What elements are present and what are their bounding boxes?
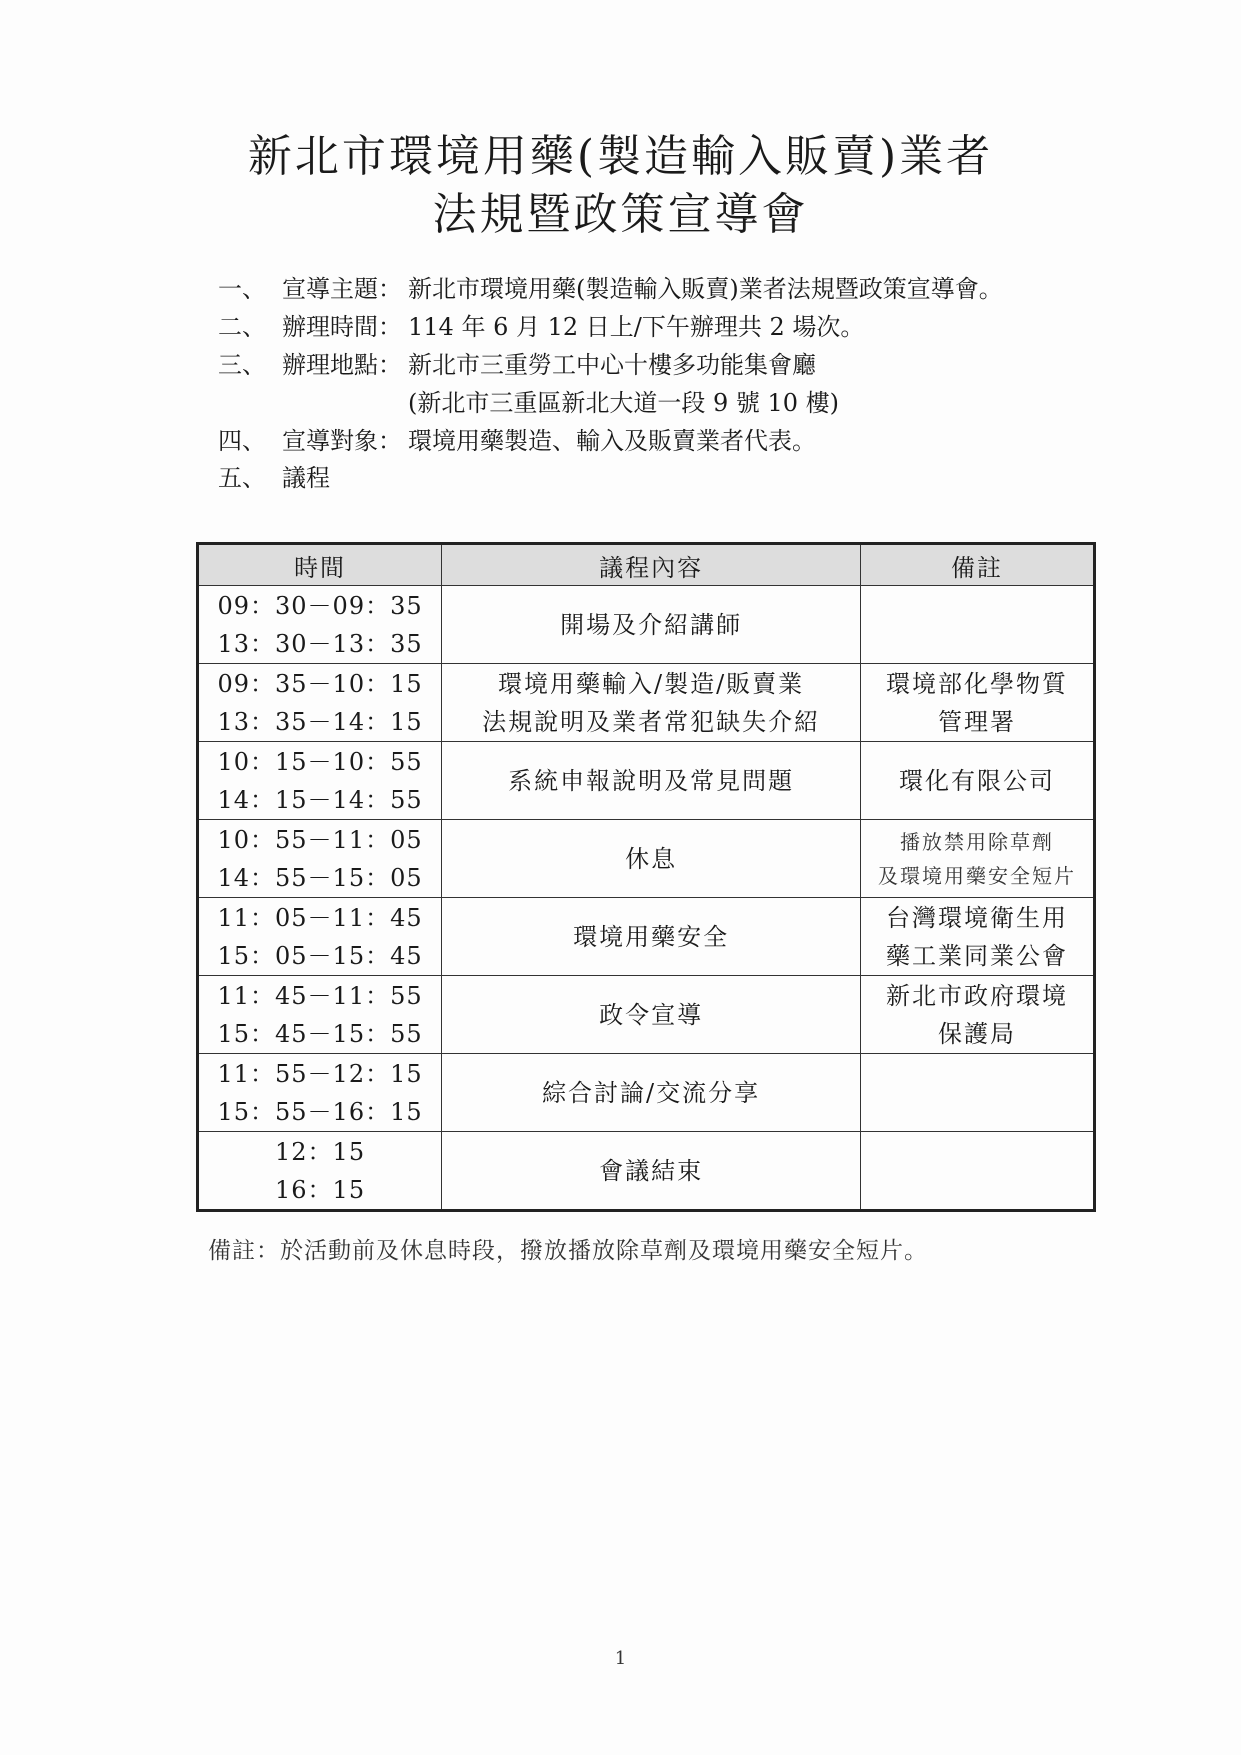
item-value [408, 346, 1118, 422]
content-cell: 會議結束 [442, 1132, 861, 1211]
footnote-remark: 備註：於活動前及休息時段，撥放播放除草劑及環境用藥安全短片。 [208, 1238, 928, 1264]
item-value: 環境用藥製造、輸入及販賣業者代表。 [408, 427, 816, 455]
info-item-time [218, 308, 1118, 346]
info-item-audience [218, 422, 1118, 460]
time-cell: 12：15 16：15 [198, 1132, 442, 1211]
item-number: 二、 [218, 313, 266, 341]
table-header-row [198, 544, 1095, 586]
item-label: 宣導主題： [282, 275, 402, 303]
content-cell: 政令宣導 [442, 976, 861, 1054]
header-time: 時間 [198, 544, 442, 586]
content-cell: 開場及介紹講師 [442, 586, 861, 664]
time-cell: 10：15－10：55 14：15－14：55 [198, 742, 442, 820]
time-cell: 10：55－11：05 14：55－15：05 [198, 820, 442, 898]
table-row [198, 1132, 1095, 1211]
location-address: (新北市三重區新北大道一段 9 號 10 樓) [408, 389, 840, 417]
time-cell: 11：05－11：45 15：05－15：45 [198, 898, 442, 976]
content-cell: 環境用藥安全 [442, 898, 861, 976]
agenda-table [196, 542, 1096, 1212]
item-number: 五、 [218, 464, 266, 492]
content-cell: 綜合討論/交流分享 [442, 1054, 861, 1132]
table-row [198, 976, 1095, 1054]
table-row [198, 898, 1095, 976]
item-label: 辦理時間： [282, 313, 402, 341]
header-note: 備註 [861, 544, 1095, 586]
note-cell: 台灣環境衛生用 藥工業同業公會 [861, 898, 1095, 976]
note-cell: 環化有限公司 [861, 742, 1095, 820]
note-cell: 環境部化學物質 管理署 [861, 664, 1095, 742]
time-cell: 11：55－12：15 15：55－16：15 [198, 1054, 442, 1132]
item-label: 議程 [282, 464, 330, 492]
note-cell [861, 586, 1095, 664]
item-number: 一、 [218, 275, 266, 303]
item-label: 辦理地點： [282, 351, 402, 379]
note-cell: 新北市政府環境 保護局 [861, 976, 1095, 1054]
info-item-location [218, 346, 1118, 422]
header-content: 議程內容 [442, 544, 861, 586]
note-cell: 播放禁用除草劑 及環境用藥安全短片 [861, 820, 1095, 898]
item-label: 宣導對象： [282, 427, 402, 455]
item-value: 新北市環境用藥(製造輸入販賣)業者法規暨政策宣導會。 [408, 275, 1003, 303]
time-cell: 09：30－09：35 13：30－13：35 [198, 586, 442, 664]
table-row [198, 820, 1095, 898]
content-cell: 環境用藥輸入/製造/販賣業 法規說明及業者常犯缺失介紹 [442, 664, 861, 742]
note-cell [861, 1132, 1095, 1211]
page-title [0, 128, 1241, 244]
item-number: 四、 [218, 427, 266, 455]
table-row [198, 664, 1095, 742]
item-value: 114 年 6 月 12 日上/下午辦理共 2 場次。 [408, 313, 865, 341]
agenda-heading [218, 460, 1118, 496]
location-name: 新北市三重勞工中心十樓多功能集會廳 [408, 351, 816, 379]
title-line-1: 新北市環境用藥(製造輸入販賣)業者 [247, 131, 994, 182]
table-row [198, 586, 1095, 664]
time-cell: 11：45－11：55 15：45－15：55 [198, 976, 442, 1054]
note-cell [861, 1054, 1095, 1132]
title-line-2: 法規暨政策宣導會 [432, 189, 809, 240]
content-cell: 休息 [442, 820, 861, 898]
info-item-topic [218, 270, 1118, 308]
time-cell: 09：35－10：15 13：35－14：15 [198, 664, 442, 742]
content-cell: 系統申報說明及常見問題 [442, 742, 861, 820]
page-number: 1 [614, 1648, 627, 1669]
table-row [198, 742, 1095, 820]
item-number: 三、 [218, 351, 266, 379]
table-row [198, 1054, 1095, 1132]
info-list [218, 270, 1118, 496]
